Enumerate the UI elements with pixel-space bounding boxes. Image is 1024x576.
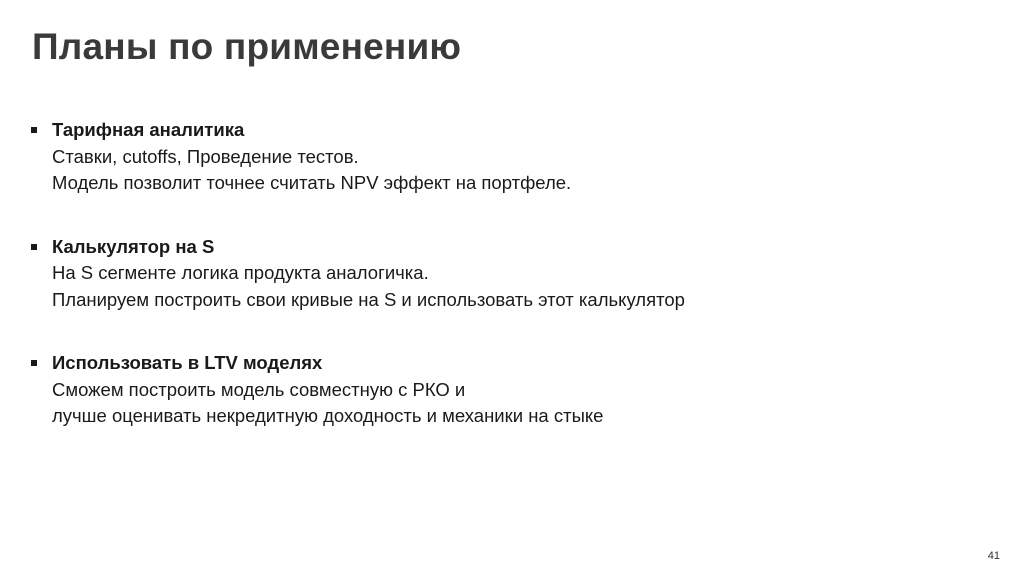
bullet-text-line: Модель позволит точнее считать NPV эффект на портфеле. — [52, 172, 572, 193]
bullet-text-line: Ставки, cutoffs, Проведение тестов. — [52, 145, 359, 167]
bullet-heading: Калькулятор на S — [52, 235, 215, 257]
bullet-text-line: Планируем построить свои кривые на S и использовать этот калькулятор — [52, 288, 685, 310]
bullet-item-ltv-models — [30, 350, 970, 430]
square-bullet-icon — [31, 244, 37, 250]
square-bullet-icon — [31, 360, 37, 366]
bullet-heading: Тарифная аналитика — [52, 119, 245, 140]
page-number: 41 — [987, 550, 1000, 562]
bullet-text-line: Сможем построить модель совместную с РКО и — [52, 378, 466, 400]
square-bullet-icon — [31, 127, 37, 133]
bullet-item-tariff-analytics — [30, 117, 970, 197]
bullet-item-calculator-s — [30, 234, 970, 314]
bullet-list — [30, 117, 970, 467]
bullet-heading: Использовать в LTV моделях — [52, 352, 323, 373]
bullet-text-line: лучше оценивать некредитную доходность и механики на стыке — [52, 405, 604, 426]
slide-title: Планы по применению — [32, 26, 462, 67]
bullet-text-line: На S сегменте логика продукта аналогичка. — [52, 262, 429, 283]
